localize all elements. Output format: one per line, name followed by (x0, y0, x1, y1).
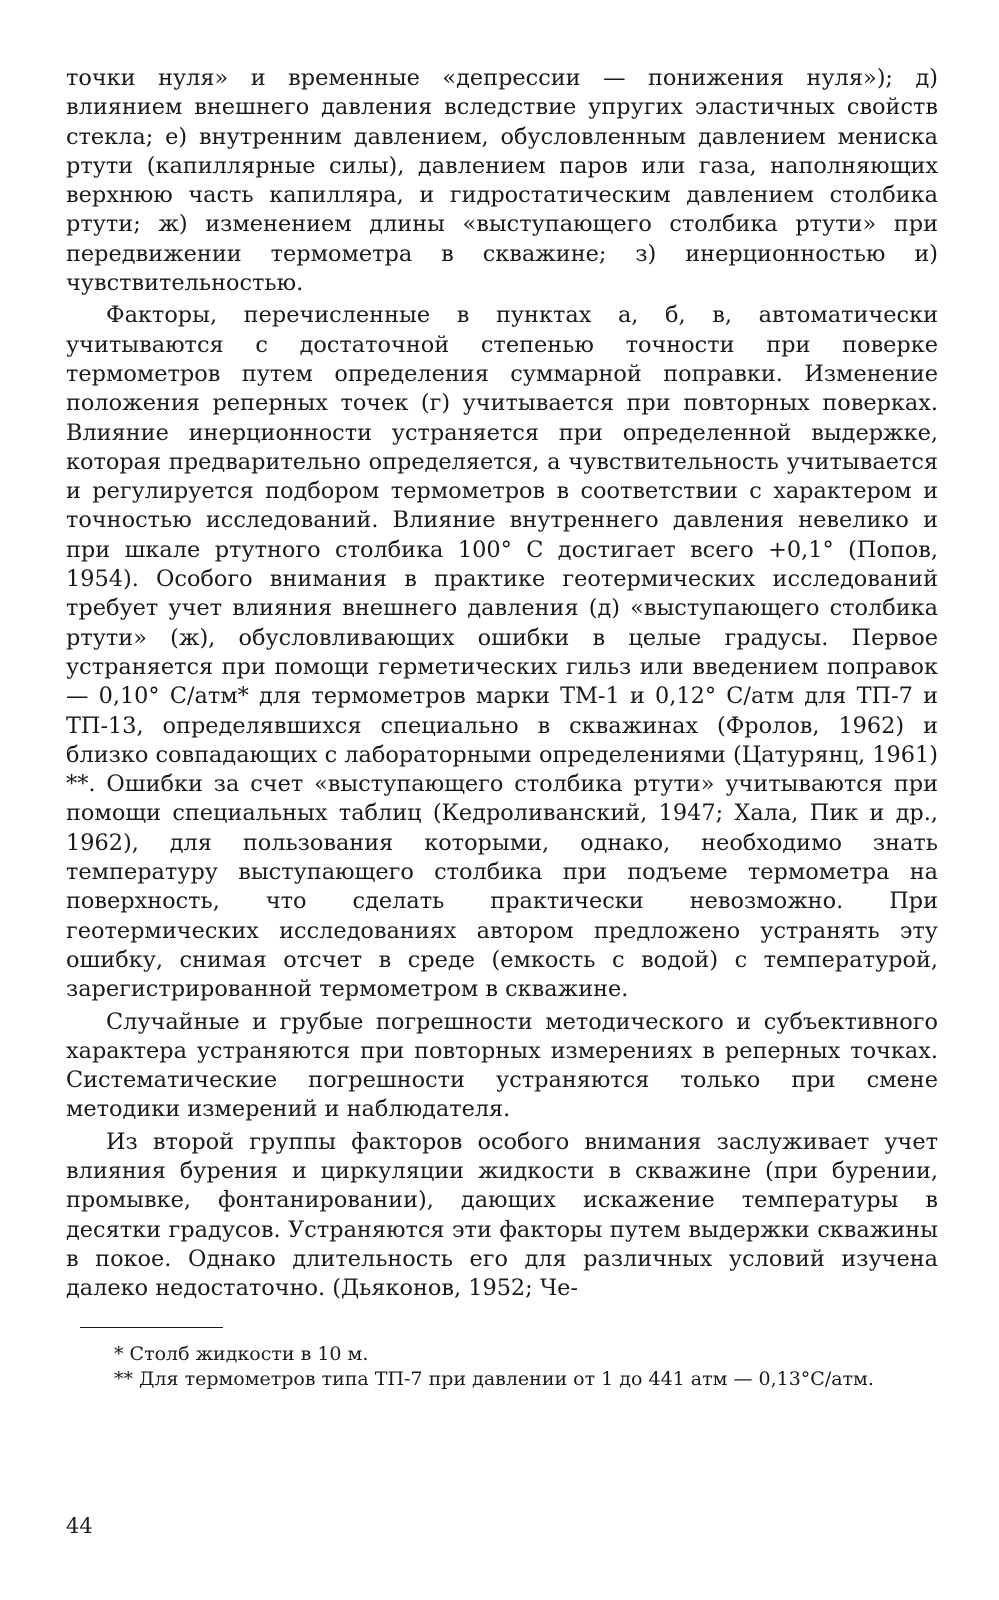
footnote-1: * Столб жидкости в 10 м. (114, 1343, 369, 1366)
paragraph-4: Из второй группы факторов особого внимания заслуживает учет влияния бурения и циркуляции жидкости в скважине (при бурении, промывке, фонтанировании), дающих искажение температуры в десятки градусов. Устраняются эти факторы путем выдержки скважины в покое. Однако длительность его для различных условий изучена далеко недостаточно. (Дьяконов, 1952; Че- (66, 1128, 938, 1302)
footnote-2: ** Для термометров типа ТП-7 при давлении от 1 до 441 атм — 0,13°С/атм. (114, 1368, 874, 1391)
footnote-divider (80, 1327, 223, 1328)
paragraph-3: Случайные и грубые погрешности методического и субъективного характера устраняются при повторных измерениях в реперных точках. Систематические погрешности устраняются только при смене методики измерений и наблюдателя. (66, 1008, 938, 1123)
paragraph-2: Факторы, перечисленные в пунктах а, б, в, автоматически учитываются с достаточной степенью точности при поверке термометров путем определения суммарной поправки. Изменение положения реперных точек (г) учитывается при повторных поверках. Влияние инерционности устраняется при определенной выдержке, которая предварительно определяется, а чувствительность учитывается и регулируется подбором термометров в соответствии с характером и точностью исследований. Влияние внутреннего давления невелико и при шкале ртутного столбика 100° С достигает всего +0,1° (Попов, 1954). Особого внимания в практике геотермических исследований требует учет влияния внешнего давления (д) «выступающего столбика ртути» (ж), обусловливающих ошибки в целые градусы. Первое устраняется при помощи герметических гильз или введением поправок — 0,10° C/атм* для термометров марки ТМ-1 и 0,12° С/атм для ТП-7 и ТП-13, определявшихся специально в скважинах (Фролов, 1962) и близко совпадающих с лабораторными определениями (Цатурянц, 1961) **. Ошибки за счет «выступающего столбика ртути» учитываются при помощи специальных таблиц (Кедроливанский, 1947; Хала, Пик и др., 1962), для пользования которыми, однако, необходимо знать температуру выступающего столбика при подъеме термометра на поверхность, что сделать практически невозможно. При геотермических исследованиях автором предложено устранять эту ошибку, снимая отсчет в среде (емкость с водой) с температурой, зарегистрированной термометром в скважине. (66, 302, 938, 1003)
page-number: 44 (66, 1514, 93, 1538)
paragraph-1: точки нуля» и временные «депрессии — понижения нуля»); д) влиянием внешнего давления вследствие упругих эластичных свойств стекла; е) внутренним давлением, обусловленным давлением мениска ртути (капиллярные силы), давлением паров или газа, наполняющих верхнюю часть капилляра, и гидростатическим давлением столбика ртути; ж) изменением длины «выступающего столбика ртути» при передвижении термометра в скважине; з) инерционностью и) чувствительностью. (66, 65, 938, 297)
page-body (66, 64, 938, 1392)
footnotes (66, 1342, 938, 1392)
